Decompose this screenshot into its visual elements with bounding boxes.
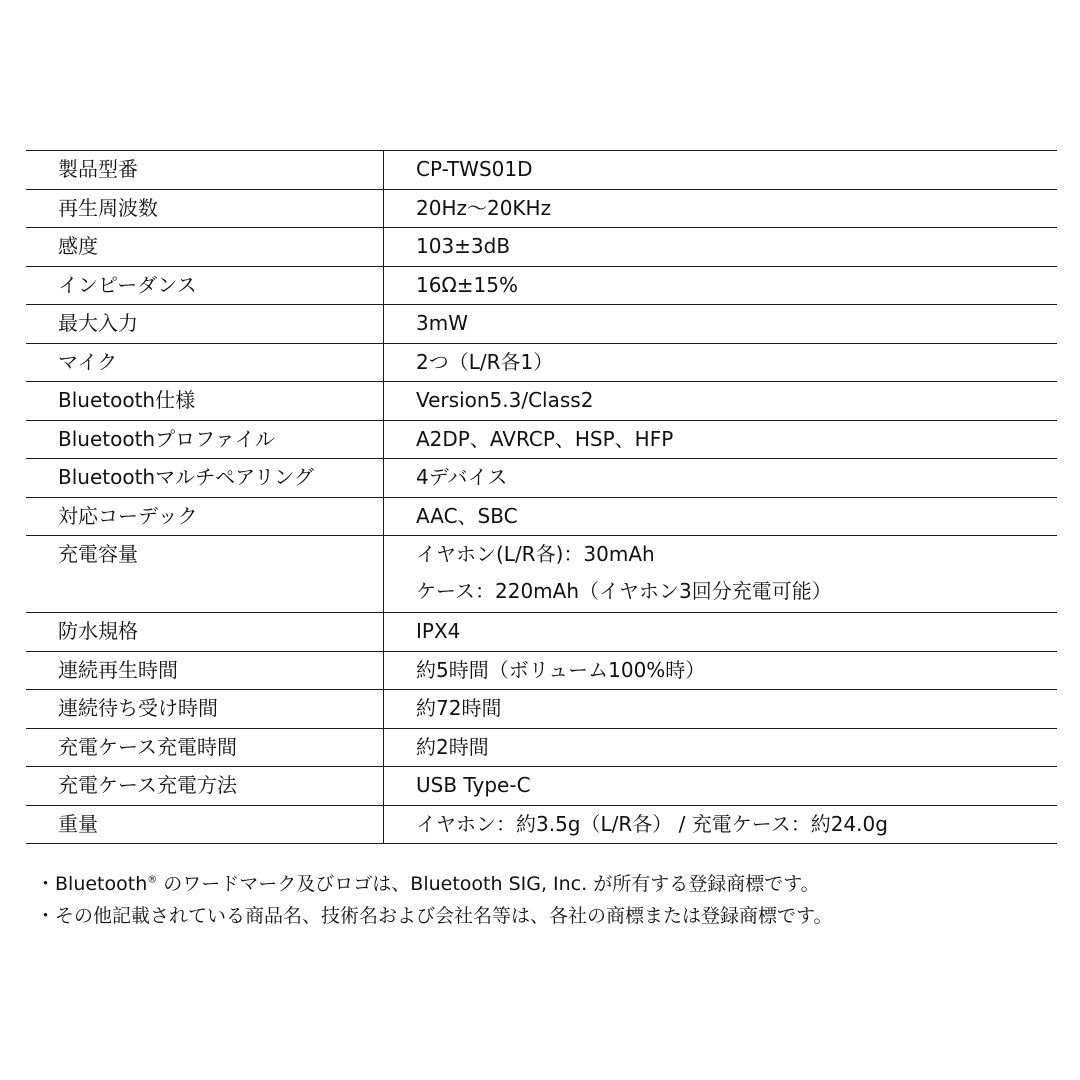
spec-label: インピーダンス [26, 266, 384, 305]
spec-value-line: 103±3dB [416, 234, 511, 258]
spec-value [384, 343, 1058, 382]
spec-row [26, 651, 1057, 690]
spec-row [26, 189, 1057, 228]
spec-label: マイク [26, 343, 384, 382]
spec-value [384, 420, 1058, 459]
spec-value-line: 20Hz～20KHz [416, 195, 552, 220]
spec-value [384, 613, 1058, 652]
spec-row [26, 382, 1057, 421]
spec-label: Bluetooth仕様 [26, 382, 384, 421]
spec-value-line: イヤホン：約3.5g（L/R各） / 充電ケース：約24.0g [416, 811, 888, 836]
spec-label: 防水規格 [26, 613, 384, 652]
spec-row [26, 690, 1057, 729]
spec-row [26, 767, 1057, 806]
spec-row [26, 228, 1057, 267]
spec-value-line: 16Ω±15% [416, 272, 518, 297]
spec-table-body [26, 151, 1057, 844]
spec-label: 連続再生時間 [26, 651, 384, 690]
spec-value [384, 189, 1058, 228]
spec-table [26, 150, 1057, 844]
spec-value-line: CP-TWS01D [416, 157, 533, 181]
spec-value [384, 728, 1058, 767]
spec-row [26, 305, 1057, 344]
spec-row [26, 805, 1057, 844]
spec-label: 重量 [26, 805, 384, 844]
spec-value-line: IPX4 [416, 619, 461, 643]
spec-value [384, 651, 1058, 690]
spec-value [384, 459, 1058, 498]
spec-value [384, 497, 1058, 536]
note-1-suffix: のワードマーク及びロゴは、Bluetooth SIG, Inc. が所有する登録商標です。 [157, 873, 820, 895]
spec-value-line: 2つ（L/R各1） [416, 349, 554, 374]
spec-label: Bluetoothマルチペアリング [26, 459, 384, 498]
spec-value [384, 266, 1058, 305]
registered-mark: ® [147, 874, 158, 886]
spec-value-line: 約72時間 [416, 696, 502, 720]
trademark-note-others: ・その他記載されている商品名、技術名および会社名等は、各社の商標または登録商標です。 [36, 905, 833, 927]
spec-row [26, 266, 1057, 305]
spec-row [26, 459, 1057, 498]
spec-label: 製品型番 [26, 151, 384, 190]
spec-label: 対応コーデック [26, 497, 384, 536]
spec-value-line: 3mW [416, 311, 468, 335]
spec-value-line: AAC、SBC [416, 503, 518, 528]
spec-value-line: USB Type-C [416, 773, 531, 797]
spec-value [384, 228, 1058, 267]
spec-label: 連続待ち受け時間 [26, 690, 384, 729]
spec-value [384, 382, 1058, 421]
spec-label: 充電ケース充電方法 [26, 767, 384, 806]
footnotes [36, 868, 832, 932]
spec-value [384, 536, 1058, 613]
spec-value-line: A2DP、AVRCP、HSP、HFP [416, 426, 674, 451]
spec-value [384, 690, 1058, 729]
spec-label: 充電ケース充電時間 [26, 728, 384, 767]
spec-value-line: ケース：220mAh（イヤホン3回分充電可能） [416, 579, 832, 603]
spec-label: 再生周波数 [26, 189, 384, 228]
spec-value [384, 151, 1058, 190]
trademark-note-bluetooth [36, 868, 832, 900]
spec-row [26, 420, 1057, 459]
spec-value-line: Version5.3/Class2 [416, 388, 594, 412]
spec-label: 最大入力 [26, 305, 384, 344]
spec-value-line: 約2時間 [416, 734, 489, 759]
spec-row [26, 343, 1057, 382]
spec-value-line: 約5時間（ボリューム100%時） [416, 657, 706, 682]
spec-value [384, 805, 1058, 844]
spec-value [384, 767, 1058, 806]
spec-label: Bluetoothプロファイル [26, 420, 384, 459]
note-1-prefix: ・Bluetooth [36, 873, 148, 895]
spec-label: 充電容量 [26, 536, 384, 613]
spec-row [26, 613, 1057, 652]
spec-row [26, 497, 1057, 536]
spec-value [384, 305, 1058, 344]
spec-value-line: イヤホン(L/R各)：30mAh [416, 542, 655, 566]
spec-row [26, 728, 1057, 767]
spec-row [26, 536, 1057, 613]
spec-label: 感度 [26, 228, 384, 267]
spec-row [26, 151, 1057, 190]
spec-value-line: 4デバイス [416, 465, 508, 489]
